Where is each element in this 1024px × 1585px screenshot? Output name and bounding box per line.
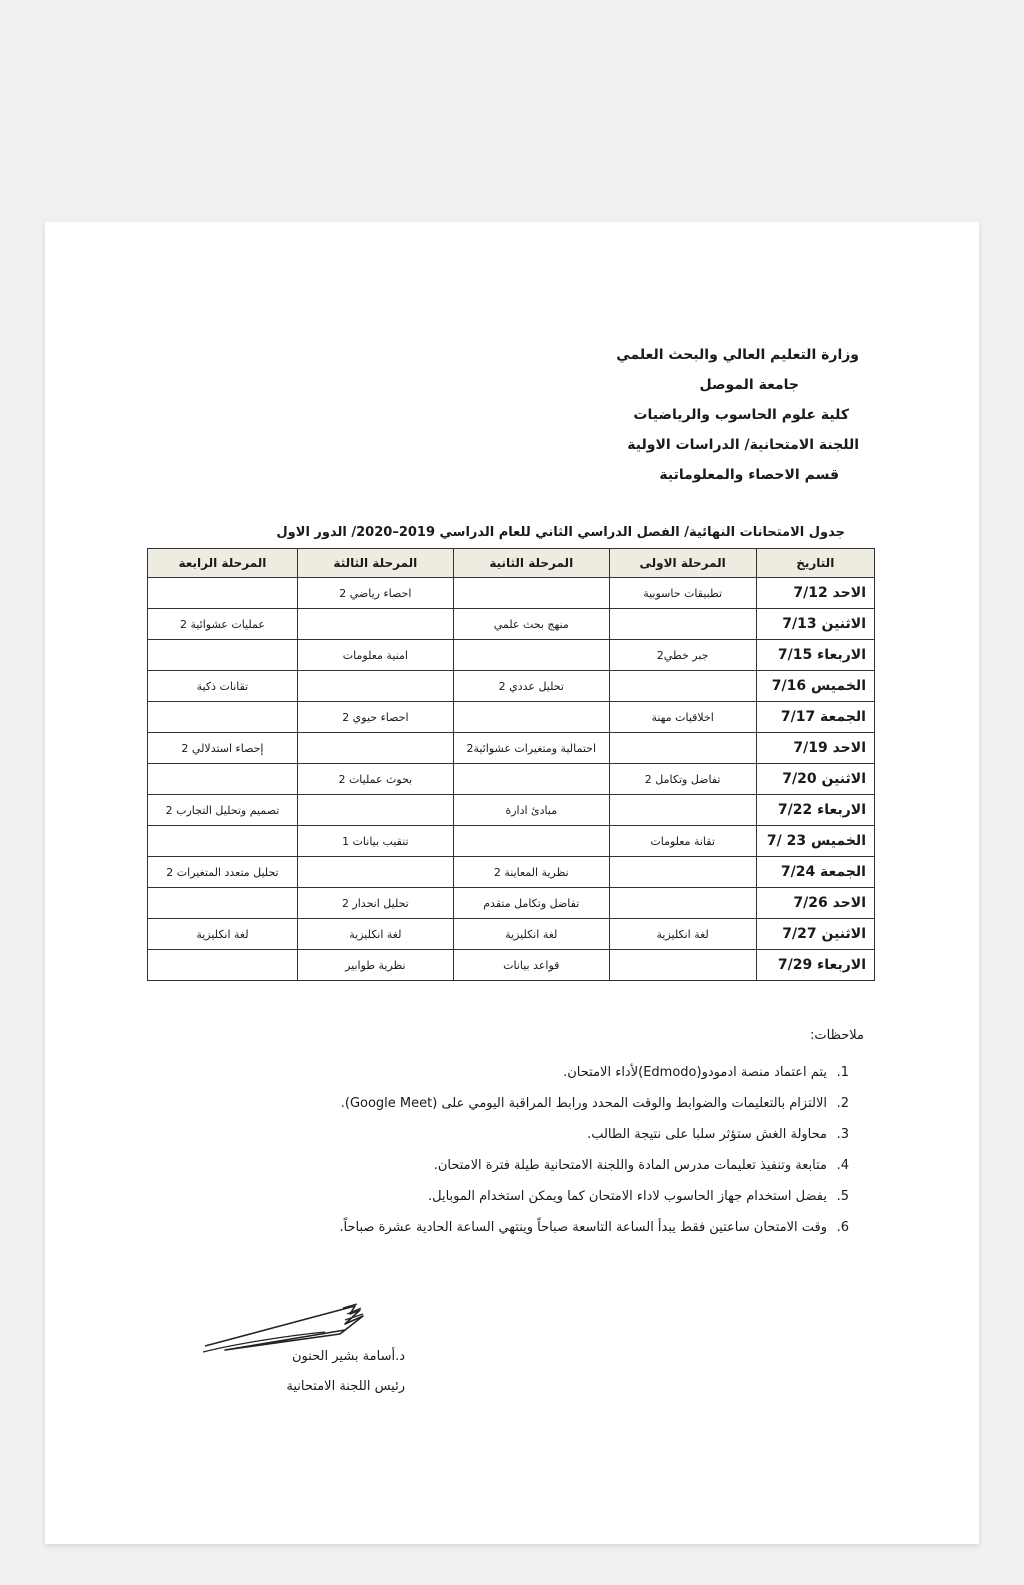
cell-stage-2: لغة انكليزية	[453, 919, 609, 950]
table-row	[148, 609, 875, 640]
cell-stage-2	[453, 826, 609, 857]
table-row	[148, 795, 875, 826]
table-row	[148, 640, 875, 671]
cell-stage-2: منهج بحث علمي	[453, 609, 609, 640]
table-row	[148, 702, 875, 733]
cell-stage-2	[453, 578, 609, 609]
cell-stage-1: لغة انكليزية	[609, 919, 756, 950]
list-item	[229, 1119, 849, 1150]
document-page	[45, 222, 979, 1544]
note-text: يتم اعتماد منصة ادمودو(Edmodo)لأداء الامتحان.	[563, 1065, 827, 1080]
notes-list	[229, 1057, 849, 1243]
list-item	[229, 1088, 849, 1119]
ministry-line: وزارة التعليم العالي والبحث العلمي	[616, 347, 859, 363]
cell-stage-1: تطبيقات حاسوبية	[609, 578, 756, 609]
cell-stage-3: احصاء حيوي 2	[297, 702, 453, 733]
list-item	[229, 1150, 849, 1181]
cell-stage-2: تفاضل وتكامل متقدم	[453, 888, 609, 919]
column-header-stage-1: المرحلة الاولى	[609, 549, 756, 578]
cell-stage-4	[148, 578, 298, 609]
column-header-stage-3: المرحلة الثالثة	[297, 549, 453, 578]
cell-stage-4: تصميم وتحليل التجارب 2	[148, 795, 298, 826]
cell-stage-3: بحوث عمليات 2	[297, 764, 453, 795]
row-date: الجمعة 7/17	[756, 702, 874, 733]
row-date: الاثنين 7/27	[756, 919, 874, 950]
cell-stage-1	[609, 609, 756, 640]
note-number: 5.	[836, 1189, 849, 1204]
cell-stage-3	[297, 857, 453, 888]
cell-stage-1	[609, 671, 756, 702]
cell-stage-4: لغة انكليزية	[148, 919, 298, 950]
note-text: متابعة وتنفيذ تعليمات مدرس المادة واللجنة الامتحانية طيلة فترة الامتحان.	[433, 1158, 827, 1173]
column-header-date: التاريخ	[756, 549, 874, 578]
cell-stage-4: إحصاء استدلالي 2	[148, 733, 298, 764]
list-item	[229, 1057, 849, 1088]
cell-stage-3: تحليل انحدار 2	[297, 888, 453, 919]
cell-stage-3	[297, 733, 453, 764]
cell-stage-3	[297, 609, 453, 640]
cell-stage-1: جبر خطي2	[609, 640, 756, 671]
cell-stage-1	[609, 795, 756, 826]
cell-stage-4	[148, 826, 298, 857]
column-header-stage-2: المرحلة الثانية	[453, 549, 609, 578]
cell-stage-4	[148, 950, 298, 981]
cell-stage-3	[297, 671, 453, 702]
note-text: يفضل استخدام جهاز الحاسوب لاداء الامتحان كما ويمكن استخدام الموبايل.	[427, 1189, 827, 1204]
cell-stage-2	[453, 640, 609, 671]
row-date: الاربعاء 7/29	[756, 950, 874, 981]
list-item	[229, 1181, 849, 1212]
note-number: 4.	[836, 1158, 849, 1173]
table-row	[148, 764, 875, 795]
cell-stage-2: احتمالية ومتغيرات عشوائية2	[453, 733, 609, 764]
signer-title: رئيس اللجنة الامتحانية	[286, 1379, 405, 1394]
note-text: وقت الامتحان ساعتين فقط يبدأ الساعة التاسعة صباحاً وينتهي الساعة الحادية عشرة صباحاً.	[339, 1220, 827, 1235]
row-date: الاثنين 7/20	[756, 764, 874, 795]
cell-stage-3: امنية معلومات	[297, 640, 453, 671]
cell-stage-1: اخلاقيات مهنة	[609, 702, 756, 733]
cell-stage-1	[609, 733, 756, 764]
signer-block	[205, 1342, 405, 1402]
column-header-stage-4: المرحلة الرابعة	[148, 549, 298, 578]
row-date: الاحد 7/12	[756, 578, 874, 609]
cell-stage-3: تنقيب بيانات 1	[297, 826, 453, 857]
table-row	[148, 733, 875, 764]
cell-stage-1: تفاضل وتكامل 2	[609, 764, 756, 795]
table-row	[148, 950, 875, 981]
cell-stage-1	[609, 857, 756, 888]
cell-stage-3: نظرية طوابير	[297, 950, 453, 981]
cell-stage-2: نظرية المعاينة 2	[453, 857, 609, 888]
row-date: الاربعاء 7/22	[756, 795, 874, 826]
row-date: الخميس 23 /7	[756, 826, 874, 857]
cell-stage-4: عمليات عشوائية 2	[148, 609, 298, 640]
cell-stage-2: قواعد بيانات	[453, 950, 609, 981]
department-line: قسم الاحصاء والمعلوماتية	[659, 467, 839, 483]
cell-stage-4: تقانات ذكية	[148, 671, 298, 702]
row-date: الجمعة 7/24	[756, 857, 874, 888]
note-number: 2.	[836, 1096, 849, 1111]
note-number: 1.	[836, 1065, 849, 1080]
note-text: الالتزام بالتعليمات والضوابط والوقت المحدد ورابط المراقبة اليومي على (Google Meet).	[340, 1096, 827, 1111]
table-title: جدول الامتحانات النهائية/ الفصل الدراسي الثاني للعام الدراسي 2019–2020/ الدور الاول	[276, 525, 845, 540]
table-row	[148, 888, 875, 919]
table-row	[148, 671, 875, 702]
row-date: الخميس 7/16	[756, 671, 874, 702]
cell-stage-2: تحليل عددي 2	[453, 671, 609, 702]
letterhead	[616, 340, 859, 490]
college-line: كلية علوم الحاسوب والرياضيات	[633, 407, 849, 423]
exam-schedule-table	[147, 548, 875, 981]
table-header-row	[148, 549, 875, 578]
table-row	[148, 919, 875, 950]
cell-stage-1	[609, 950, 756, 981]
cell-stage-2	[453, 764, 609, 795]
committee-line: اللجنة الامتحانية/ الدراسات الاولية	[627, 437, 859, 453]
cell-stage-4	[148, 764, 298, 795]
row-date: الاربعاء 7/15	[756, 640, 874, 671]
notes-title: ملاحظات:	[810, 1028, 864, 1043]
row-date: الاحد 7/26	[756, 888, 874, 919]
table-row	[148, 826, 875, 857]
cell-stage-3	[297, 795, 453, 826]
table-row	[148, 578, 875, 609]
university-line: جامعة الموصل	[699, 377, 799, 393]
signer-name: د.أسامة بشير الحنون	[291, 1349, 405, 1364]
list-item	[229, 1212, 849, 1243]
note-number: 3.	[836, 1127, 849, 1142]
cell-stage-2	[453, 702, 609, 733]
cell-stage-4: تحليل متعدد المتغيرات 2	[148, 857, 298, 888]
cell-stage-2: مبادئ ادارة	[453, 795, 609, 826]
cell-stage-3: احصاء رياضي 2	[297, 578, 453, 609]
cell-stage-4	[148, 702, 298, 733]
cell-stage-1: تقانة معلومات	[609, 826, 756, 857]
cell-stage-1	[609, 888, 756, 919]
cell-stage-4	[148, 640, 298, 671]
row-date: الاحد 7/19	[756, 733, 874, 764]
note-number: 6.	[836, 1220, 849, 1235]
note-text: محاولة الغش ستؤثر سلبا على نتيجة الطالب.	[587, 1127, 827, 1142]
cell-stage-3: لغة انكليزية	[297, 919, 453, 950]
table-row	[148, 857, 875, 888]
row-date: الاثنين 7/13	[756, 609, 874, 640]
cell-stage-4	[148, 888, 298, 919]
